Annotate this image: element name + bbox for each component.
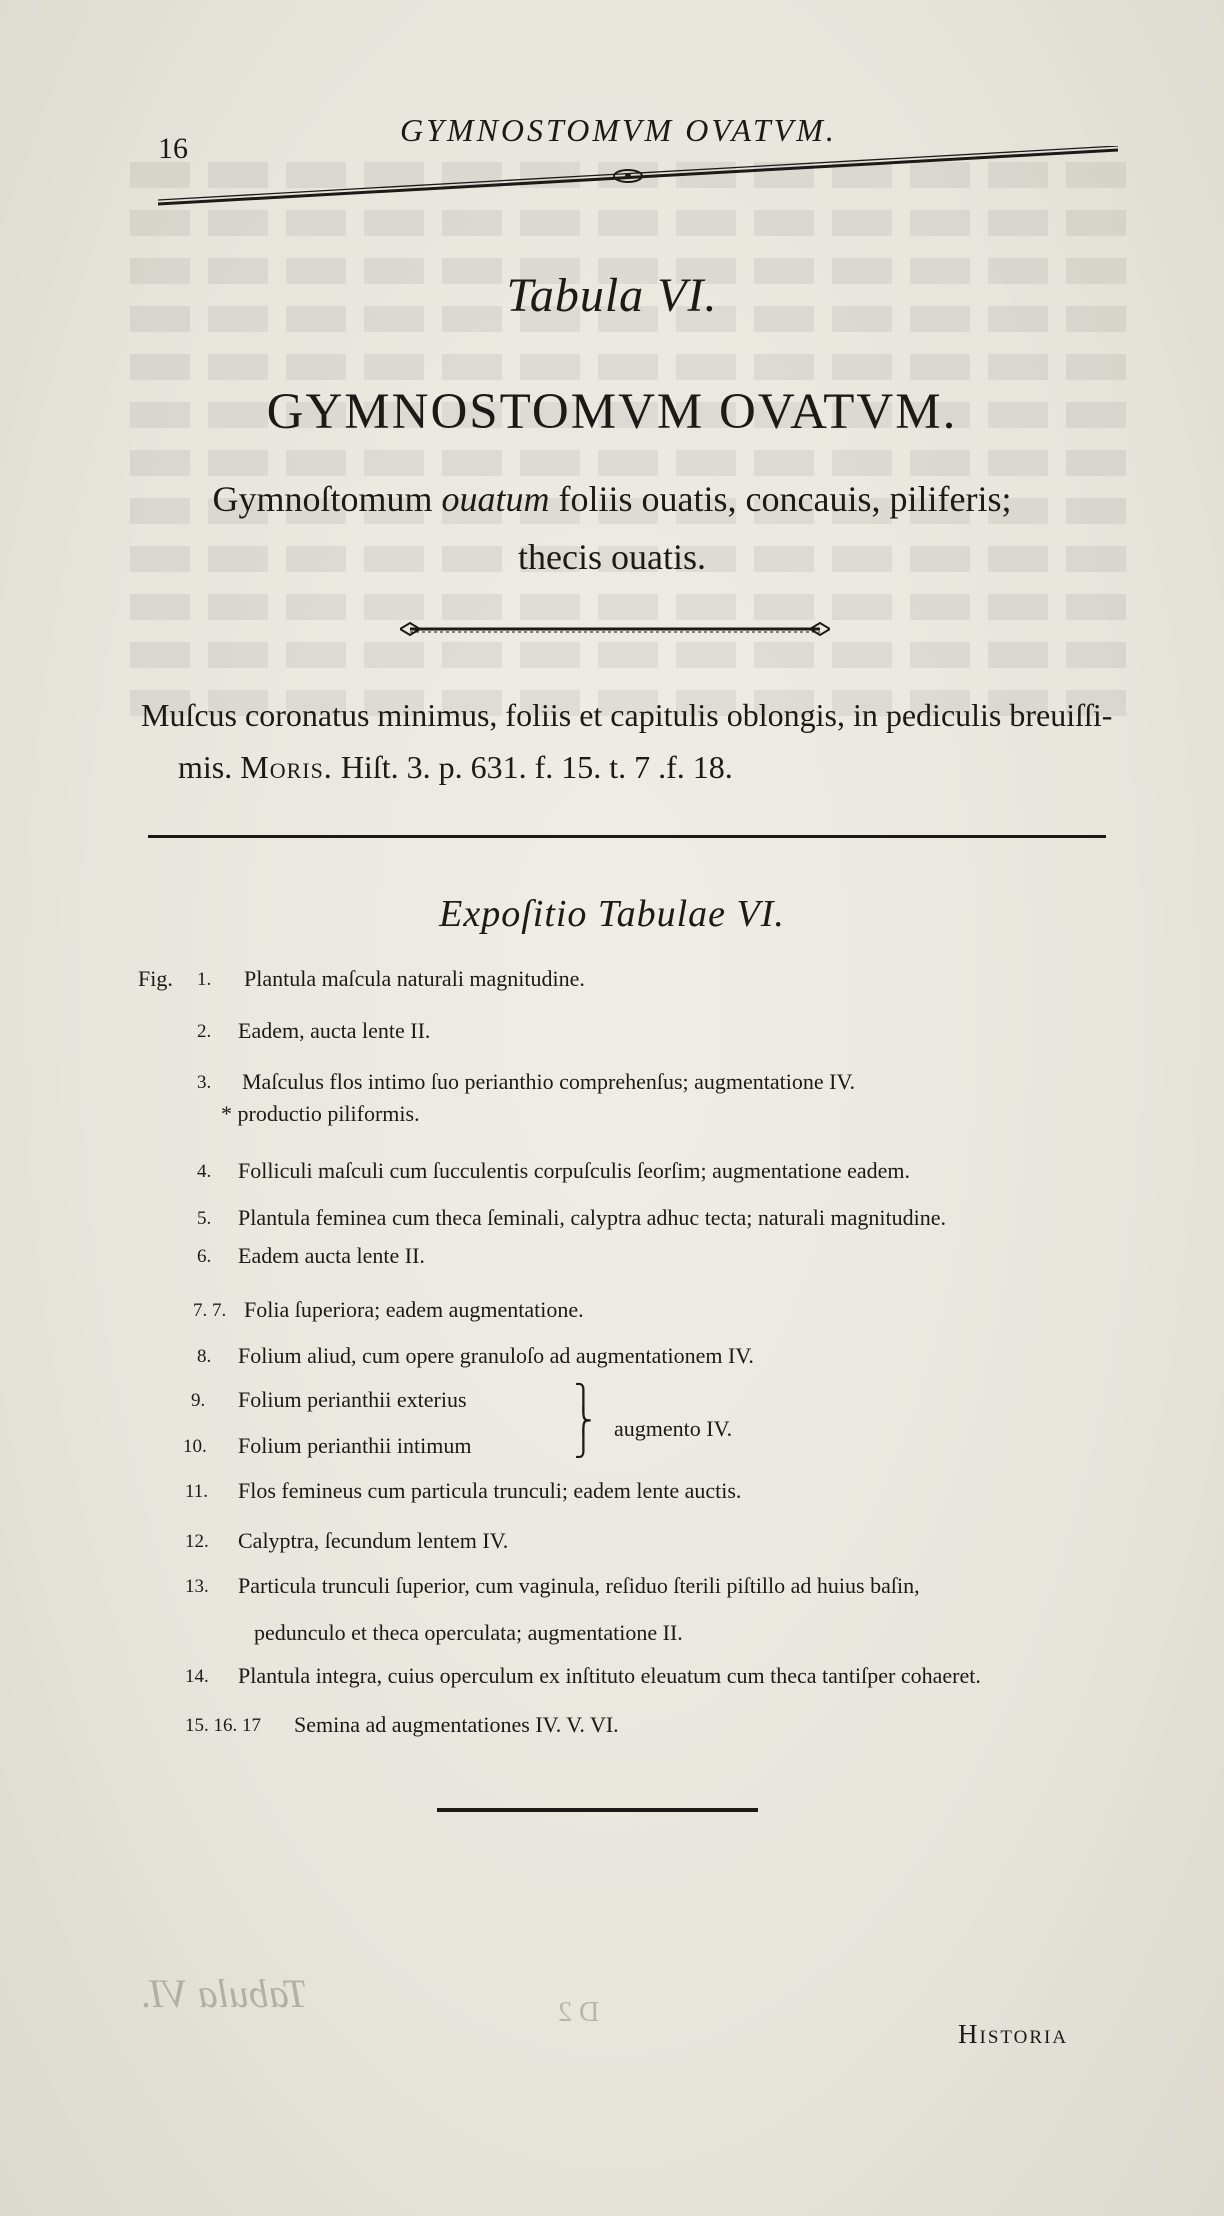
synonym-reference: Hiſt. 3. p. 631. f. 15. t. 7 .f. 18. xyxy=(332,749,733,785)
fig-number: 9. xyxy=(191,1390,206,1411)
synonym-prefix: mis. xyxy=(178,749,241,785)
page-number: 16 xyxy=(158,132,188,165)
show-through-text: Tabula VI. xyxy=(140,1971,308,2016)
diagnosis-line-2: thecis ouatis. xyxy=(518,537,706,577)
fig-caption: Folium perianthii exterius xyxy=(238,1387,467,1412)
fig-number: 7. 7. xyxy=(193,1300,227,1321)
synonym-line-2 xyxy=(178,749,733,786)
running-title: GYMNOSTOMVM OVATVM. xyxy=(400,112,837,148)
fig-caption: Eadem, aucta lente II. xyxy=(238,1018,431,1043)
fig-number: 10. xyxy=(183,1436,207,1457)
diagnosis-line-1 xyxy=(0,478,1224,520)
fig-caption-continuation: pedunculo et theca operculata; augmentatione II. xyxy=(254,1620,683,1645)
fig-caption: Plantula feminea cum theca ſeminali, calyptra adhuc tecta; naturali magnitudine. xyxy=(238,1205,946,1230)
catchword: Historia xyxy=(958,2019,1069,2049)
fig-number: 15. 16. 17 xyxy=(185,1715,261,1736)
fig-caption: Maſculus flos intimo ſuo perianthio comprehenſus; augmentatione IV. xyxy=(242,1069,856,1094)
fig-number: 6. xyxy=(197,1246,212,1267)
synonym-line-1: Muſcus coronatus minimus, foliis et capitulis oblongis, in pediculis breuiſſi- xyxy=(141,697,1113,733)
plate-title: Tabula VI. xyxy=(506,269,718,322)
fig-number: 5. xyxy=(197,1208,212,1229)
fig-number: 14. xyxy=(185,1666,209,1687)
fig-caption: Particula trunculi ſuperior, cum vaginula, reſiduo ſterili piſtillo ad huius baſin, xyxy=(238,1573,920,1598)
section-rule xyxy=(148,835,1106,838)
fig-caption: Folliculi maſculi cum ſucculentis corpuſculis ſeorſim; augmentatione eadem. xyxy=(238,1158,911,1183)
fig-number: 3. xyxy=(197,1072,212,1093)
fig-caption: Folium aliud, cum opere granuloſo ad augmentationem IV. xyxy=(238,1343,754,1368)
show-through-signature: D 2 xyxy=(558,1997,600,2028)
diagnosis-epithet: ouatum xyxy=(441,479,550,519)
fig-number: 4. xyxy=(197,1161,212,1182)
species-name: GYMNOSTOMVM OVATVM. xyxy=(266,384,958,440)
end-rule xyxy=(437,1808,758,1812)
fig-caption: Eadem aucta lente II. xyxy=(238,1243,425,1268)
explanation-heading: Expoſitio Tabulae VI. xyxy=(439,893,785,935)
header-ornamental-rule xyxy=(158,146,1121,206)
fig-number: 12. xyxy=(185,1531,209,1552)
diagnosis-characters: foliis ouatis, concauis, piliferis; xyxy=(549,479,1012,519)
brace-note: augmento IV. xyxy=(614,1416,733,1441)
fig-caption: Calyptra, ſecundum lentem IV. xyxy=(238,1528,509,1553)
fig-caption: Flos femineus cum particula trunculi; eadem lente auctis. xyxy=(238,1478,742,1503)
fig-label: Fig. xyxy=(138,966,173,991)
fig-caption: Semina ad augmentationes IV. V. VI. xyxy=(294,1712,619,1737)
fig-caption: Folium perianthii intimum xyxy=(238,1433,472,1458)
fig-caption: Plantula integra, cuius operculum ex inſtituto eleuatum cum theca tantiſper cohaeret. xyxy=(238,1663,981,1688)
diagnosis-genus: Gymnoſtomum xyxy=(212,479,442,519)
fig-caption-note: * productio piliformis. xyxy=(221,1101,420,1126)
fig-caption: Folia ſuperiora; eadem augmentatione. xyxy=(244,1297,584,1322)
synonym-author: Moris. xyxy=(240,749,333,785)
fig-caption: Plantula maſcula naturali magnitudine. xyxy=(244,966,585,991)
brace-glyph: ⎫ ⎬ ⎭ xyxy=(574,1385,593,1458)
ornamental-divider xyxy=(400,617,830,641)
fig-number: 11. xyxy=(185,1481,209,1502)
fig-number: 1. xyxy=(197,969,212,990)
fig-number: 2. xyxy=(197,1021,212,1042)
fig-number: 13. xyxy=(185,1576,209,1597)
fig-number: 8. xyxy=(197,1346,212,1367)
